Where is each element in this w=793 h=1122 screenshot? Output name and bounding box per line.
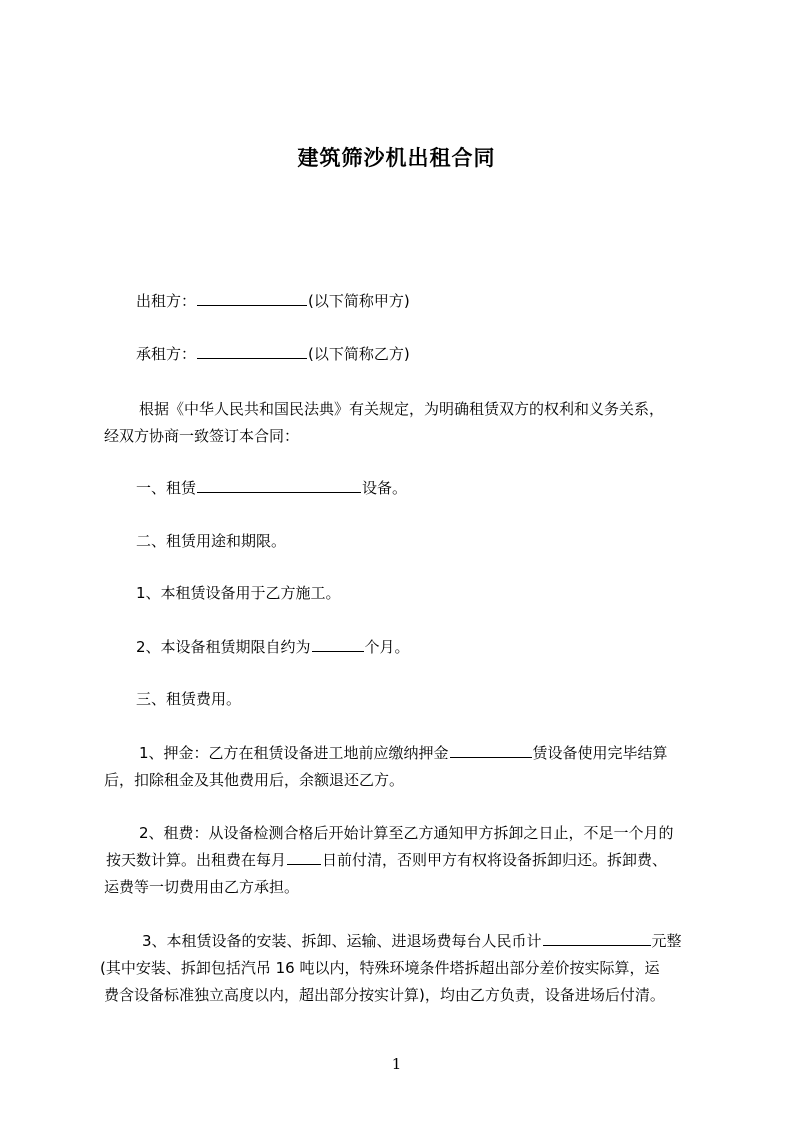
lessee-line (136, 342, 410, 366)
lessee-label: 承租方： (136, 345, 197, 363)
equipment-blank (197, 477, 361, 493)
section1-prefix: 一、租赁 (136, 479, 197, 497)
section3-item3-line1 (142, 929, 682, 953)
rent-day-suffix: 日前付清，否则甲方有权将设备拆卸归还。拆卸费、 (322, 851, 668, 869)
section3-item3-line3: 费含设备标准独立高度以内，超出部分按实计算)，均由乙方负责，设备进场后付清。 (104, 986, 665, 1004)
rent-day-prefix: 按天数计算。出租费在每月 (106, 851, 287, 869)
lessor-label: 出租方： (136, 292, 197, 310)
section2-item1: 1、本租赁设备用于乙方施工。 (136, 584, 341, 602)
fee-amount-blank (543, 930, 651, 946)
section2-heading: 二、租赁用途和期限。 (136, 532, 287, 550)
deposit-suffix: 赁设备使用完毕结算 (532, 744, 668, 762)
section3-item2-line2 (106, 848, 667, 872)
preamble-line-1: 根据《中华人民共和国民法典》有关规定，为明确租赁双方的权利和义务关系， (139, 400, 665, 418)
lessor-name-blank (197, 290, 307, 306)
deposit-prefix: 1、押金：乙方在租赁设备进工地前应缴纳押金 (139, 744, 449, 762)
section1-suffix: 设备。 (362, 479, 408, 497)
section2-item2-prefix: 2、本设备租赁期限自约为 (136, 638, 311, 656)
preamble-line-2: 经双方协商一致签订本合同： (104, 427, 300, 445)
fee-suffix: 元整 (651, 932, 682, 950)
lessor-line (136, 289, 410, 313)
section3-item3-line2: (其中安装、拆卸包括汽吊 16 吨以内，特殊环境条件塔拆超出部分差价按实际算，运 (100, 959, 660, 977)
section3-item1-line2: 后，扣除租金及其他费用后，余额退还乙方。 (104, 771, 405, 789)
lessee-suffix: (以下简称乙方) (308, 345, 410, 363)
deposit-blank (450, 742, 532, 758)
page-number: 1 (391, 1055, 402, 1073)
fee-prefix: 3、本租赁设备的安装、拆卸、运输、进退场费每台人民币计 (142, 932, 542, 950)
document-title: 建筑筛沙机出租合同 (297, 146, 496, 170)
section3-item2-line1: 2、租费：从设备检测合格后开始计算至乙方通知甲方拆卸之日止，不足一个月的 (139, 824, 674, 842)
rent-day-blank (287, 849, 321, 865)
section2-item2-suffix: 个月。 (364, 638, 410, 656)
section3-item2-line3: 运费等一切费用由乙方承担。 (104, 878, 300, 896)
section2-item2 (136, 635, 410, 659)
section3-item1-line1 (139, 741, 668, 765)
months-blank (312, 636, 364, 652)
section1-line (136, 476, 407, 500)
lessee-name-blank (197, 343, 307, 359)
lessor-suffix: (以下简称甲方) (308, 292, 410, 310)
section3-heading: 三、租赁费用。 (136, 690, 242, 708)
